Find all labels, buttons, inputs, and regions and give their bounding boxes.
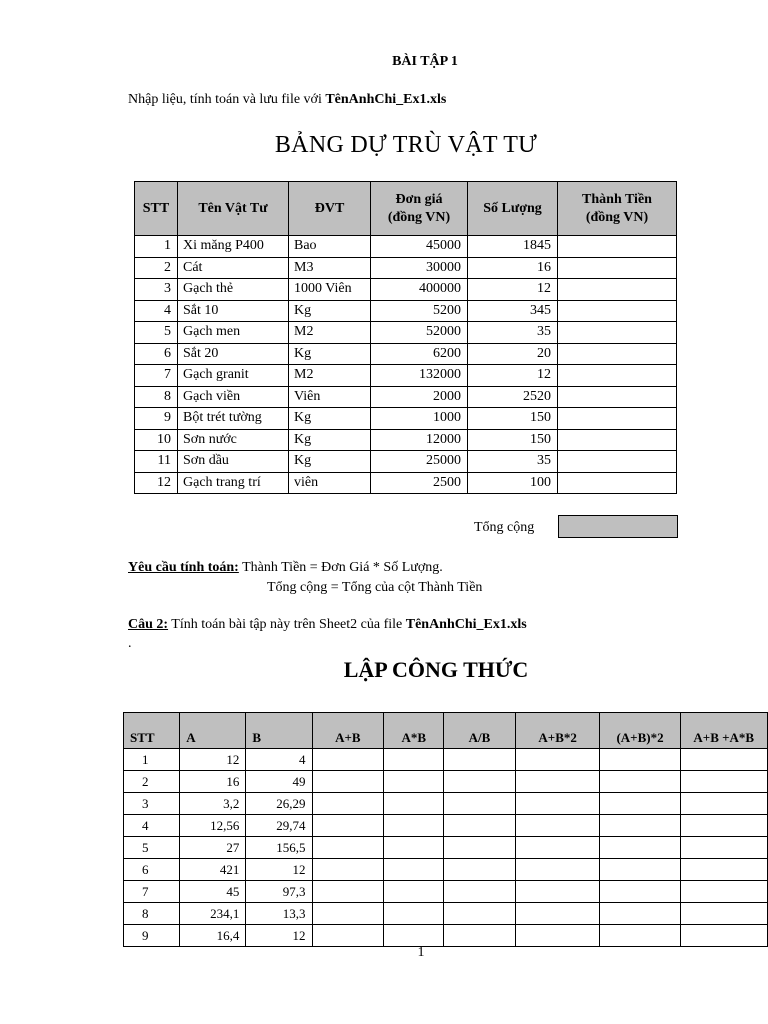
- question2: [128, 617, 527, 633]
- cell-unit[interactable]: Kg: [289, 429, 371, 451]
- cell-formula[interactable]: [444, 837, 516, 859]
- cell-stt[interactable]: 5: [135, 322, 178, 344]
- cell-total[interactable]: [558, 408, 677, 430]
- cell-a[interactable]: 3,2: [180, 793, 246, 815]
- cell-unit[interactable]: Bao: [289, 236, 371, 258]
- cell-qty[interactable]: 150: [468, 408, 558, 430]
- cell-price[interactable]: 52000: [371, 322, 468, 344]
- requirement-label: Yêu cầu tính toán:: [128, 560, 239, 575]
- cell-formula[interactable]: [384, 793, 444, 815]
- intro-text: [128, 92, 446, 108]
- formula-header-cell: A+B: [312, 713, 384, 749]
- cell-formula[interactable]: [515, 837, 600, 859]
- formula-header-cell: A+B +A*B: [680, 713, 767, 749]
- cell-formula[interactable]: [312, 837, 384, 859]
- cell-formula[interactable]: [600, 749, 680, 771]
- cell-total[interactable]: [558, 236, 677, 258]
- cell-a[interactable]: 45: [180, 881, 246, 903]
- cell-formula[interactable]: [600, 881, 680, 903]
- cell-price[interactable]: 5200: [371, 300, 468, 322]
- page-number: 1: [417, 945, 425, 960]
- cell-name[interactable]: Gạch granit: [178, 365, 289, 387]
- cell-formula[interactable]: [680, 903, 767, 925]
- cell-b[interactable]: 97,3: [246, 881, 312, 903]
- cell-stt[interactable]: 6: [124, 859, 180, 881]
- cell-qty[interactable]: 100: [468, 472, 558, 494]
- cell-formula[interactable]: [600, 815, 680, 837]
- cell-stt[interactable]: 1: [124, 749, 180, 771]
- total-label: Tổng cộng: [474, 520, 535, 535]
- cell-b[interactable]: 12: [246, 925, 312, 947]
- table-row: [135, 300, 677, 322]
- cell-total[interactable]: [558, 322, 677, 344]
- table-row: [124, 749, 768, 771]
- cell-formula[interactable]: [312, 793, 384, 815]
- cell-stt[interactable]: 9: [124, 925, 180, 947]
- table-row: [124, 925, 768, 947]
- cell-qty[interactable]: 150: [468, 429, 558, 451]
- cell-formula[interactable]: [515, 793, 600, 815]
- cell-b[interactable]: 4: [246, 749, 312, 771]
- cell-formula[interactable]: [600, 837, 680, 859]
- cell-stt[interactable]: 3: [124, 793, 180, 815]
- cell-formula[interactable]: [384, 881, 444, 903]
- cell-price[interactable]: 2000: [371, 386, 468, 408]
- header-stt: STT: [135, 182, 178, 236]
- cell-unit[interactable]: Viên: [289, 386, 371, 408]
- cell-formula[interactable]: [444, 771, 516, 793]
- cell-total[interactable]: [558, 279, 677, 301]
- table-row: [135, 472, 677, 494]
- cell-formula[interactable]: [515, 925, 600, 947]
- cell-formula[interactable]: [515, 903, 600, 925]
- cell-stt[interactable]: 4: [135, 300, 178, 322]
- cell-price[interactable]: 30000: [371, 257, 468, 279]
- cell-formula[interactable]: [680, 771, 767, 793]
- cell-qty[interactable]: 1845: [468, 236, 558, 258]
- header-price-line1: Đơn giá: [395, 191, 443, 207]
- cell-b[interactable]: 49: [246, 771, 312, 793]
- cell-formula[interactable]: [680, 925, 767, 947]
- formula-table: [123, 712, 768, 947]
- cell-unit[interactable]: M3: [289, 257, 371, 279]
- cell-stt[interactable]: 2: [135, 257, 178, 279]
- cell-formula[interactable]: [515, 749, 600, 771]
- cell-formula[interactable]: [515, 881, 600, 903]
- question2-label: Câu 2:: [128, 617, 169, 632]
- table-row: [135, 279, 677, 301]
- cell-stt[interactable]: 4: [124, 815, 180, 837]
- cell-formula[interactable]: [384, 925, 444, 947]
- formula-header-cell: A/B: [444, 713, 516, 749]
- cell-price[interactable]: 1000: [371, 408, 468, 430]
- cell-stt[interactable]: 3: [135, 279, 178, 301]
- cell-formula[interactable]: [515, 859, 600, 881]
- table-row: [135, 365, 677, 387]
- intro-filename: TênAnhChi_Ex1.xls: [325, 92, 447, 107]
- cell-formula[interactable]: [600, 925, 680, 947]
- cell-formula[interactable]: [444, 815, 516, 837]
- cell-name[interactable]: Sơn dầu: [178, 451, 289, 473]
- cell-formula[interactable]: [600, 903, 680, 925]
- cell-unit[interactable]: Kg: [289, 451, 371, 473]
- cell-formula[interactable]: [312, 925, 384, 947]
- exercise-heading: BÀI TẬP 1: [392, 54, 458, 69]
- cell-name[interactable]: Sắt 20: [178, 343, 289, 365]
- cell-stt[interactable]: 1: [135, 236, 178, 258]
- requirement-formula1: Thành Tiền = Đơn Giá * Số Lượng.: [238, 560, 443, 575]
- cell-a[interactable]: 421: [180, 859, 246, 881]
- header-total: [558, 182, 677, 236]
- cell-unit[interactable]: 1000 Viên: [289, 279, 371, 301]
- cell-formula[interactable]: [600, 859, 680, 881]
- cell-a[interactable]: 234,1: [180, 903, 246, 925]
- cell-stt[interactable]: 9: [135, 408, 178, 430]
- materials-table-header: [135, 182, 677, 236]
- table-row: [124, 881, 768, 903]
- cell-price[interactable]: 400000: [371, 279, 468, 301]
- cell-qty[interactable]: 35: [468, 451, 558, 473]
- requirement-line1: [128, 560, 443, 576]
- cell-formula[interactable]: [312, 815, 384, 837]
- cell-stt[interactable]: 5: [124, 837, 180, 859]
- cell-formula[interactable]: [312, 749, 384, 771]
- cell-b[interactable]: 13,3: [246, 903, 312, 925]
- cell-stt[interactable]: 2: [124, 771, 180, 793]
- cell-b[interactable]: 26,29: [246, 793, 312, 815]
- cell-qty[interactable]: 2520: [468, 386, 558, 408]
- formula-header-cell: (A+B)*2: [600, 713, 680, 749]
- cell-stt[interactable]: 11: [135, 451, 178, 473]
- cell-total[interactable]: [558, 300, 677, 322]
- cell-formula[interactable]: [680, 749, 767, 771]
- cell-qty[interactable]: 12: [468, 365, 558, 387]
- cell-stt[interactable]: 8: [124, 903, 180, 925]
- cell-price[interactable]: 132000: [371, 365, 468, 387]
- cell-total[interactable]: [558, 386, 677, 408]
- cell-formula[interactable]: [600, 793, 680, 815]
- cell-formula[interactable]: [444, 859, 516, 881]
- formula-header-cell: STT: [124, 713, 180, 749]
- cell-formula[interactable]: [444, 793, 516, 815]
- materials-table: [134, 181, 677, 494]
- cell-qty[interactable]: 345: [468, 300, 558, 322]
- cell-a[interactable]: 16,4: [180, 925, 246, 947]
- cell-total[interactable]: [558, 365, 677, 387]
- cell-stt[interactable]: 7: [124, 881, 180, 903]
- cell-b[interactable]: 156,5: [246, 837, 312, 859]
- cell-formula[interactable]: [384, 749, 444, 771]
- cell-formula[interactable]: [680, 815, 767, 837]
- header-name: Tên Vật Tư: [178, 182, 289, 236]
- cell-unit[interactable]: Kg: [289, 343, 371, 365]
- cell-price[interactable]: 2500: [371, 472, 468, 494]
- cell-qty[interactable]: 20: [468, 343, 558, 365]
- cell-name[interactable]: Cát: [178, 257, 289, 279]
- header-price: [371, 182, 468, 236]
- cell-name[interactable]: Xi măng P400: [178, 236, 289, 258]
- cell-price[interactable]: 45000: [371, 236, 468, 258]
- cell-b[interactable]: 29,74: [246, 815, 312, 837]
- cell-formula[interactable]: [312, 903, 384, 925]
- cell-formula[interactable]: [600, 771, 680, 793]
- table-row: [135, 343, 677, 365]
- cell-unit[interactable]: Kg: [289, 300, 371, 322]
- cell-name[interactable]: Sơn nước: [178, 429, 289, 451]
- table-row: [135, 236, 677, 258]
- total-value-cell[interactable]: [558, 515, 678, 538]
- table-row: [124, 771, 768, 793]
- formula-header-cell: B: [246, 713, 312, 749]
- cell-stt[interactable]: 6: [135, 343, 178, 365]
- table-row: [124, 837, 768, 859]
- cell-formula[interactable]: [515, 815, 600, 837]
- cell-formula[interactable]: [384, 815, 444, 837]
- cell-b[interactable]: 12: [246, 859, 312, 881]
- cell-unit[interactable]: viên: [289, 472, 371, 494]
- cell-price[interactable]: 6200: [371, 343, 468, 365]
- formula-table-header: [124, 713, 768, 749]
- cell-formula[interactable]: [384, 771, 444, 793]
- cell-price[interactable]: 25000: [371, 451, 468, 473]
- header-qty: Số Lượng: [468, 182, 558, 236]
- cell-stt[interactable]: 7: [135, 365, 178, 387]
- cell-qty[interactable]: 35: [468, 322, 558, 344]
- cell-formula[interactable]: [444, 881, 516, 903]
- cell-total[interactable]: [558, 257, 677, 279]
- cell-formula[interactable]: [515, 771, 600, 793]
- cell-formula[interactable]: [680, 837, 767, 859]
- header-total-line2: (đồng VN): [585, 209, 649, 225]
- cell-formula[interactable]: [444, 925, 516, 947]
- cell-formula[interactable]: [384, 903, 444, 925]
- question2-text: Tính toán bài tập này trên Sheet2 của file: [168, 617, 406, 632]
- cell-stt[interactable]: 12: [135, 472, 178, 494]
- header-total-line1: Thành Tiền: [582, 191, 652, 207]
- table-row: [124, 815, 768, 837]
- table-row: [135, 408, 677, 430]
- cell-name[interactable]: Bột trét tường: [178, 408, 289, 430]
- cell-total[interactable]: [558, 472, 677, 494]
- cell-unit[interactable]: Kg: [289, 408, 371, 430]
- stray-dot: .: [128, 636, 132, 651]
- cell-qty[interactable]: 12: [468, 279, 558, 301]
- cell-unit[interactable]: M2: [289, 365, 371, 387]
- cell-formula[interactable]: [444, 749, 516, 771]
- cell-formula[interactable]: [384, 859, 444, 881]
- cell-a[interactable]: 12,56: [180, 815, 246, 837]
- table-row: [124, 859, 768, 881]
- table-row: [135, 386, 677, 408]
- cell-formula[interactable]: [680, 793, 767, 815]
- cell-name[interactable]: Gạch trang trí: [178, 472, 289, 494]
- table-row: [124, 793, 768, 815]
- table-row: [135, 429, 677, 451]
- cell-a[interactable]: 12: [180, 749, 246, 771]
- cell-stt[interactable]: 10: [135, 429, 178, 451]
- formula-table-title: LẬP CÔNG THỨC: [343, 657, 529, 682]
- cell-formula[interactable]: [444, 903, 516, 925]
- requirement-formula2: Tổng cộng = Tổng của cột Thành Tiền: [267, 580, 483, 595]
- table-row: [135, 451, 677, 473]
- cell-price[interactable]: 12000: [371, 429, 468, 451]
- cell-total[interactable]: [558, 451, 677, 473]
- intro-sentence: Nhập liệu, tính toán và lưu file với: [128, 92, 326, 107]
- cell-formula[interactable]: [312, 881, 384, 903]
- cell-name[interactable]: Gạch thẻ: [178, 279, 289, 301]
- table-row: [124, 903, 768, 925]
- cell-total[interactable]: [558, 429, 677, 451]
- cell-stt[interactable]: 8: [135, 386, 178, 408]
- cell-formula[interactable]: [312, 859, 384, 881]
- formula-header-cell: A*B: [384, 713, 444, 749]
- cell-formula[interactable]: [680, 859, 767, 881]
- cell-formula[interactable]: [312, 771, 384, 793]
- cell-a[interactable]: 16: [180, 771, 246, 793]
- question2-filename: TênAnhChi_Ex1.xls: [405, 617, 527, 632]
- header-unit: ĐVT: [289, 182, 371, 236]
- cell-a[interactable]: 27: [180, 837, 246, 859]
- cell-formula[interactable]: [384, 837, 444, 859]
- formula-header-cell: A+B*2: [515, 713, 600, 749]
- formula-header-cell: A: [180, 713, 246, 749]
- cell-name[interactable]: Sắt 10: [178, 300, 289, 322]
- cell-qty[interactable]: 16: [468, 257, 558, 279]
- header-price-line2: (đồng VN): [387, 209, 451, 225]
- cell-unit[interactable]: M2: [289, 322, 371, 344]
- cell-name[interactable]: Gạch viền: [178, 386, 289, 408]
- materials-table-title: BẢNG DỰ TRÙ VẬT TƯ: [274, 132, 538, 158]
- cell-total[interactable]: [558, 343, 677, 365]
- table-row: [135, 322, 677, 344]
- cell-formula[interactable]: [680, 881, 767, 903]
- table-row: [135, 257, 677, 279]
- cell-name[interactable]: Gạch men: [178, 322, 289, 344]
